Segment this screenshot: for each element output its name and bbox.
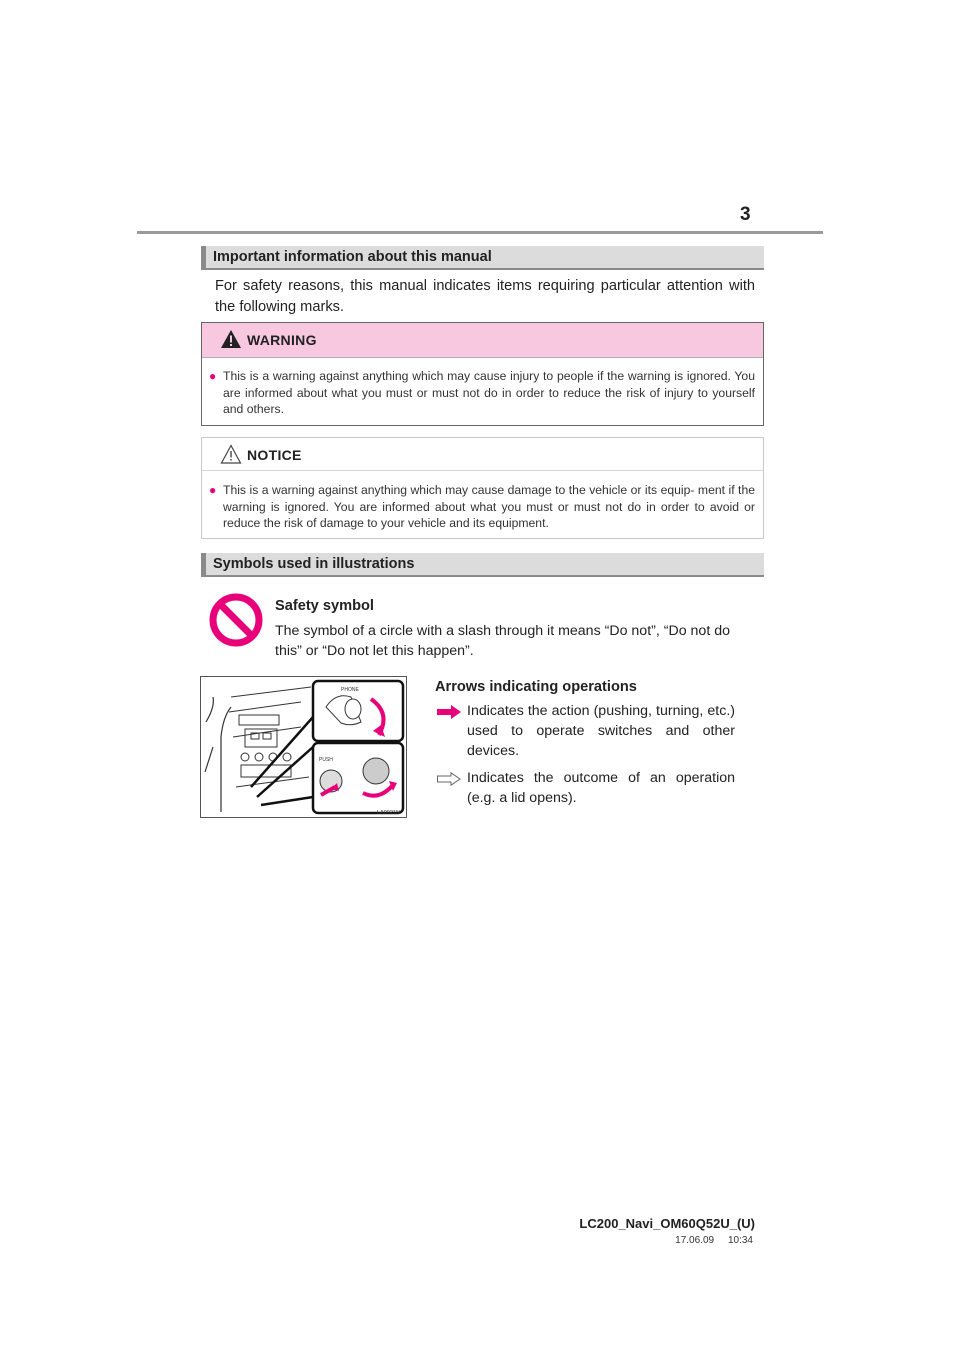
prohibition-icon xyxy=(208,592,264,648)
section-header-symbols xyxy=(201,553,764,577)
top-rule xyxy=(137,231,823,234)
outcome-arrow-text: Indicates the outcome of an operation (e.g. a lid opens). xyxy=(467,770,735,806)
phone-label: PHONE xyxy=(341,687,359,693)
safety-symbol-title: Safety symbol xyxy=(275,598,374,614)
intro-paragraph: For safety reasons, this manual indicates items requiring particular attention with the following marks. xyxy=(215,278,755,315)
bullet-dot-icon: ● xyxy=(209,483,217,497)
dashboard-drawing xyxy=(201,677,406,817)
footer-timestamp: 17.06.09 10:34 xyxy=(675,1235,753,1246)
notice-header xyxy=(202,438,763,471)
bullet-dot-icon: ● xyxy=(209,369,217,383)
warning-bullet xyxy=(209,368,755,418)
section-header-bar xyxy=(201,246,206,268)
footer-document-code: LC200_Navi_OM60Q52U_(U) xyxy=(579,1216,755,1231)
outline-arrow-icon xyxy=(437,772,461,786)
dashboard-illustration xyxy=(200,676,407,818)
warning-title: WARNING xyxy=(247,332,317,348)
notice-text: This is a warning against anything which may cause damage to the vehicle or its equip- ment if the warning is ignored. You are informed about what you must or must not do in order to avoid or reduce the risk of damage to your vehicle and its equipment. xyxy=(223,483,755,530)
warning-header xyxy=(202,323,763,358)
section-header-important xyxy=(201,246,764,270)
warning-box xyxy=(201,322,764,426)
notice-triangle-icon xyxy=(220,444,242,464)
illustration-code: LA0921N xyxy=(377,810,400,816)
section-title: Symbols used in illustrations xyxy=(213,556,415,572)
notice-bullet xyxy=(209,482,755,532)
filled-arrow-icon xyxy=(437,705,461,719)
notice-box xyxy=(201,437,764,539)
warning-triangle-icon xyxy=(220,329,242,349)
safety-symbol-text: The symbol of a circle with a slash through it means “Do not”, “Do not do this” or “Do not let this happen”. xyxy=(275,623,730,659)
notice-title: NOTICE xyxy=(247,447,302,463)
arrows-title: Arrows indicating operations xyxy=(435,679,637,695)
section-header-bar xyxy=(201,553,206,575)
warning-text: This is a warning against anything which may cause injury to people if the warning is ignored. You are informed about what you must or must not do in order to reduce the risk of injury to yourself and others. xyxy=(223,369,755,416)
page-number: 3 xyxy=(740,204,751,225)
push-label: PUSH xyxy=(319,757,333,763)
action-arrow-text: Indicates the action (pushing, turning, etc.) used to operate switches and other devices. xyxy=(467,703,735,759)
section-title: Important information about this manual xyxy=(213,249,492,265)
